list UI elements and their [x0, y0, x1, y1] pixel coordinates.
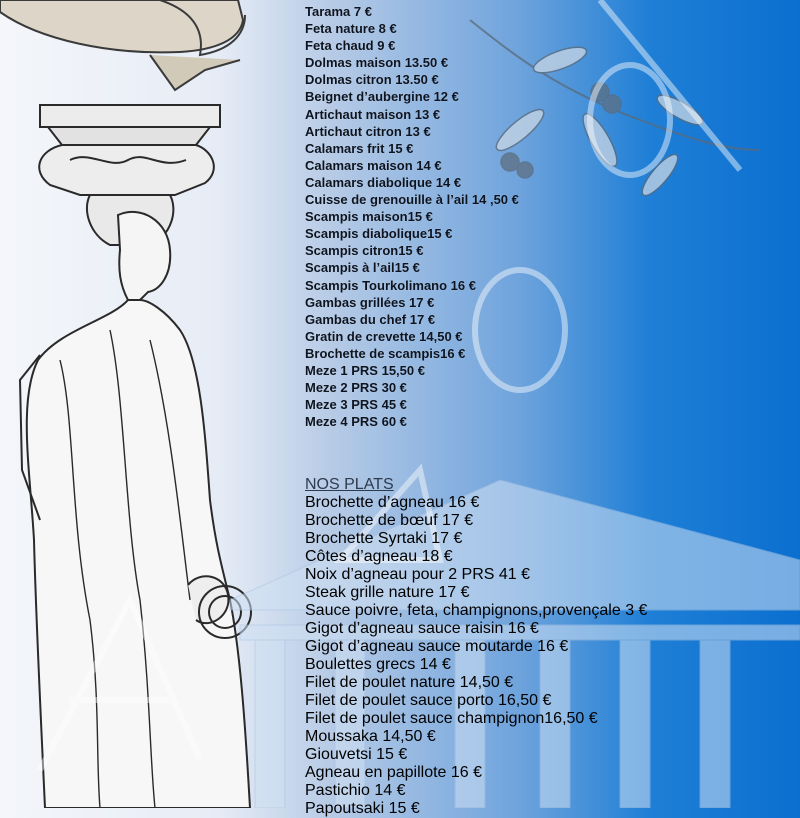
menu-item: Sauce poivre, feta, champignons,provençale 3 €	[305, 602, 648, 619]
section-heading: NOS PLATS	[305, 476, 394, 493]
menu-item: Calamars maison 14 €	[305, 157, 442, 173]
menu-item: Dolmas maison 13.50 €	[305, 55, 449, 71]
menu-section-main-dishes	[305, 476, 647, 818]
menu-item: Cuisse de grenouille à l’ail 14 ,50 €	[305, 192, 519, 208]
menu-item: Meze 2 PRS 30 €	[305, 380, 407, 396]
menu-item: Artichaut maison 13 €	[305, 106, 441, 122]
menu-item: Gambas du chef 17 €	[305, 311, 436, 327]
menu-item: Tarama 7 €	[305, 4, 372, 19]
menu-item: Brochette de bœuf 17 €	[305, 512, 474, 529]
menu-item: Papoutsaki 15 €	[305, 800, 420, 817]
menu-item: Scampis Tourkolimano 16 €	[305, 277, 476, 293]
scroll-banner-icon	[0, 0, 245, 90]
menu-item: Dolmas citron 13.50 €	[305, 72, 439, 88]
menu-item: Scampis à l’ail15 €	[305, 260, 420, 276]
menu-item: Brochette Syrtaki 17 €	[305, 530, 463, 547]
menu-item: Scampis citron15 €	[305, 243, 424, 259]
menu-item: Meze 1 PRS 15,50 €	[305, 362, 425, 378]
menu-item: Filet de poulet sauce champignon16,50 €	[305, 710, 598, 727]
menu-item: Boulettes grecs 14 €	[305, 656, 451, 673]
menu-item: Gigot d’agneau sauce moutarde 16 €	[305, 638, 569, 655]
menu-item: Meze 3 PRS 45 €	[305, 397, 407, 413]
menu-item: Filet de poulet sauce porto 16,50 €	[305, 692, 552, 709]
menu-item: Meze 4 PRS 60 €	[305, 414, 407, 430]
menu-item: Gigot d’agneau sauce raisin 16 €	[305, 620, 539, 637]
menu-item: Filet de poulet nature 14,50 €	[305, 674, 514, 691]
menu-item: Scampis maison15 €	[305, 209, 433, 225]
menu-item: Côtes d’agneau 18 €	[305, 548, 453, 565]
menu-item: Pastichio 14 €	[305, 782, 406, 799]
menu-item: Brochette d’agneau 16 €	[305, 494, 480, 511]
menu-item: Calamars diabolique 14 €	[305, 174, 462, 190]
menu-item: Gambas grillées 17 €	[305, 294, 435, 310]
menu-item: Feta chaud 9 €	[305, 38, 396, 54]
menu-item: Scampis diabolique15 €	[305, 226, 453, 242]
menu-item: Giouvetsi 15 €	[305, 746, 408, 763]
menu-section-starters	[305, 3, 519, 430]
menu-item: Moussaka 14,50 €	[305, 728, 436, 745]
menu-item: Agneau en papillote 16 €	[305, 764, 483, 781]
menu-item: Brochette de scampis16 €	[305, 345, 466, 361]
menu-item: Feta nature 8 €	[305, 21, 397, 37]
menu-item: Noix d’agneau pour 2 PRS 41 €	[305, 566, 531, 583]
menu-item: Steak grille nature 17 €	[305, 584, 470, 601]
menu-item: Gratin de crevette 14,50 €	[305, 328, 463, 344]
menu-item: Beignet d’aubergine 12 €	[305, 89, 459, 105]
menu-item: Artichaut citron 13 €	[305, 123, 431, 139]
menu-item: Calamars frit 15 €	[305, 140, 414, 156]
